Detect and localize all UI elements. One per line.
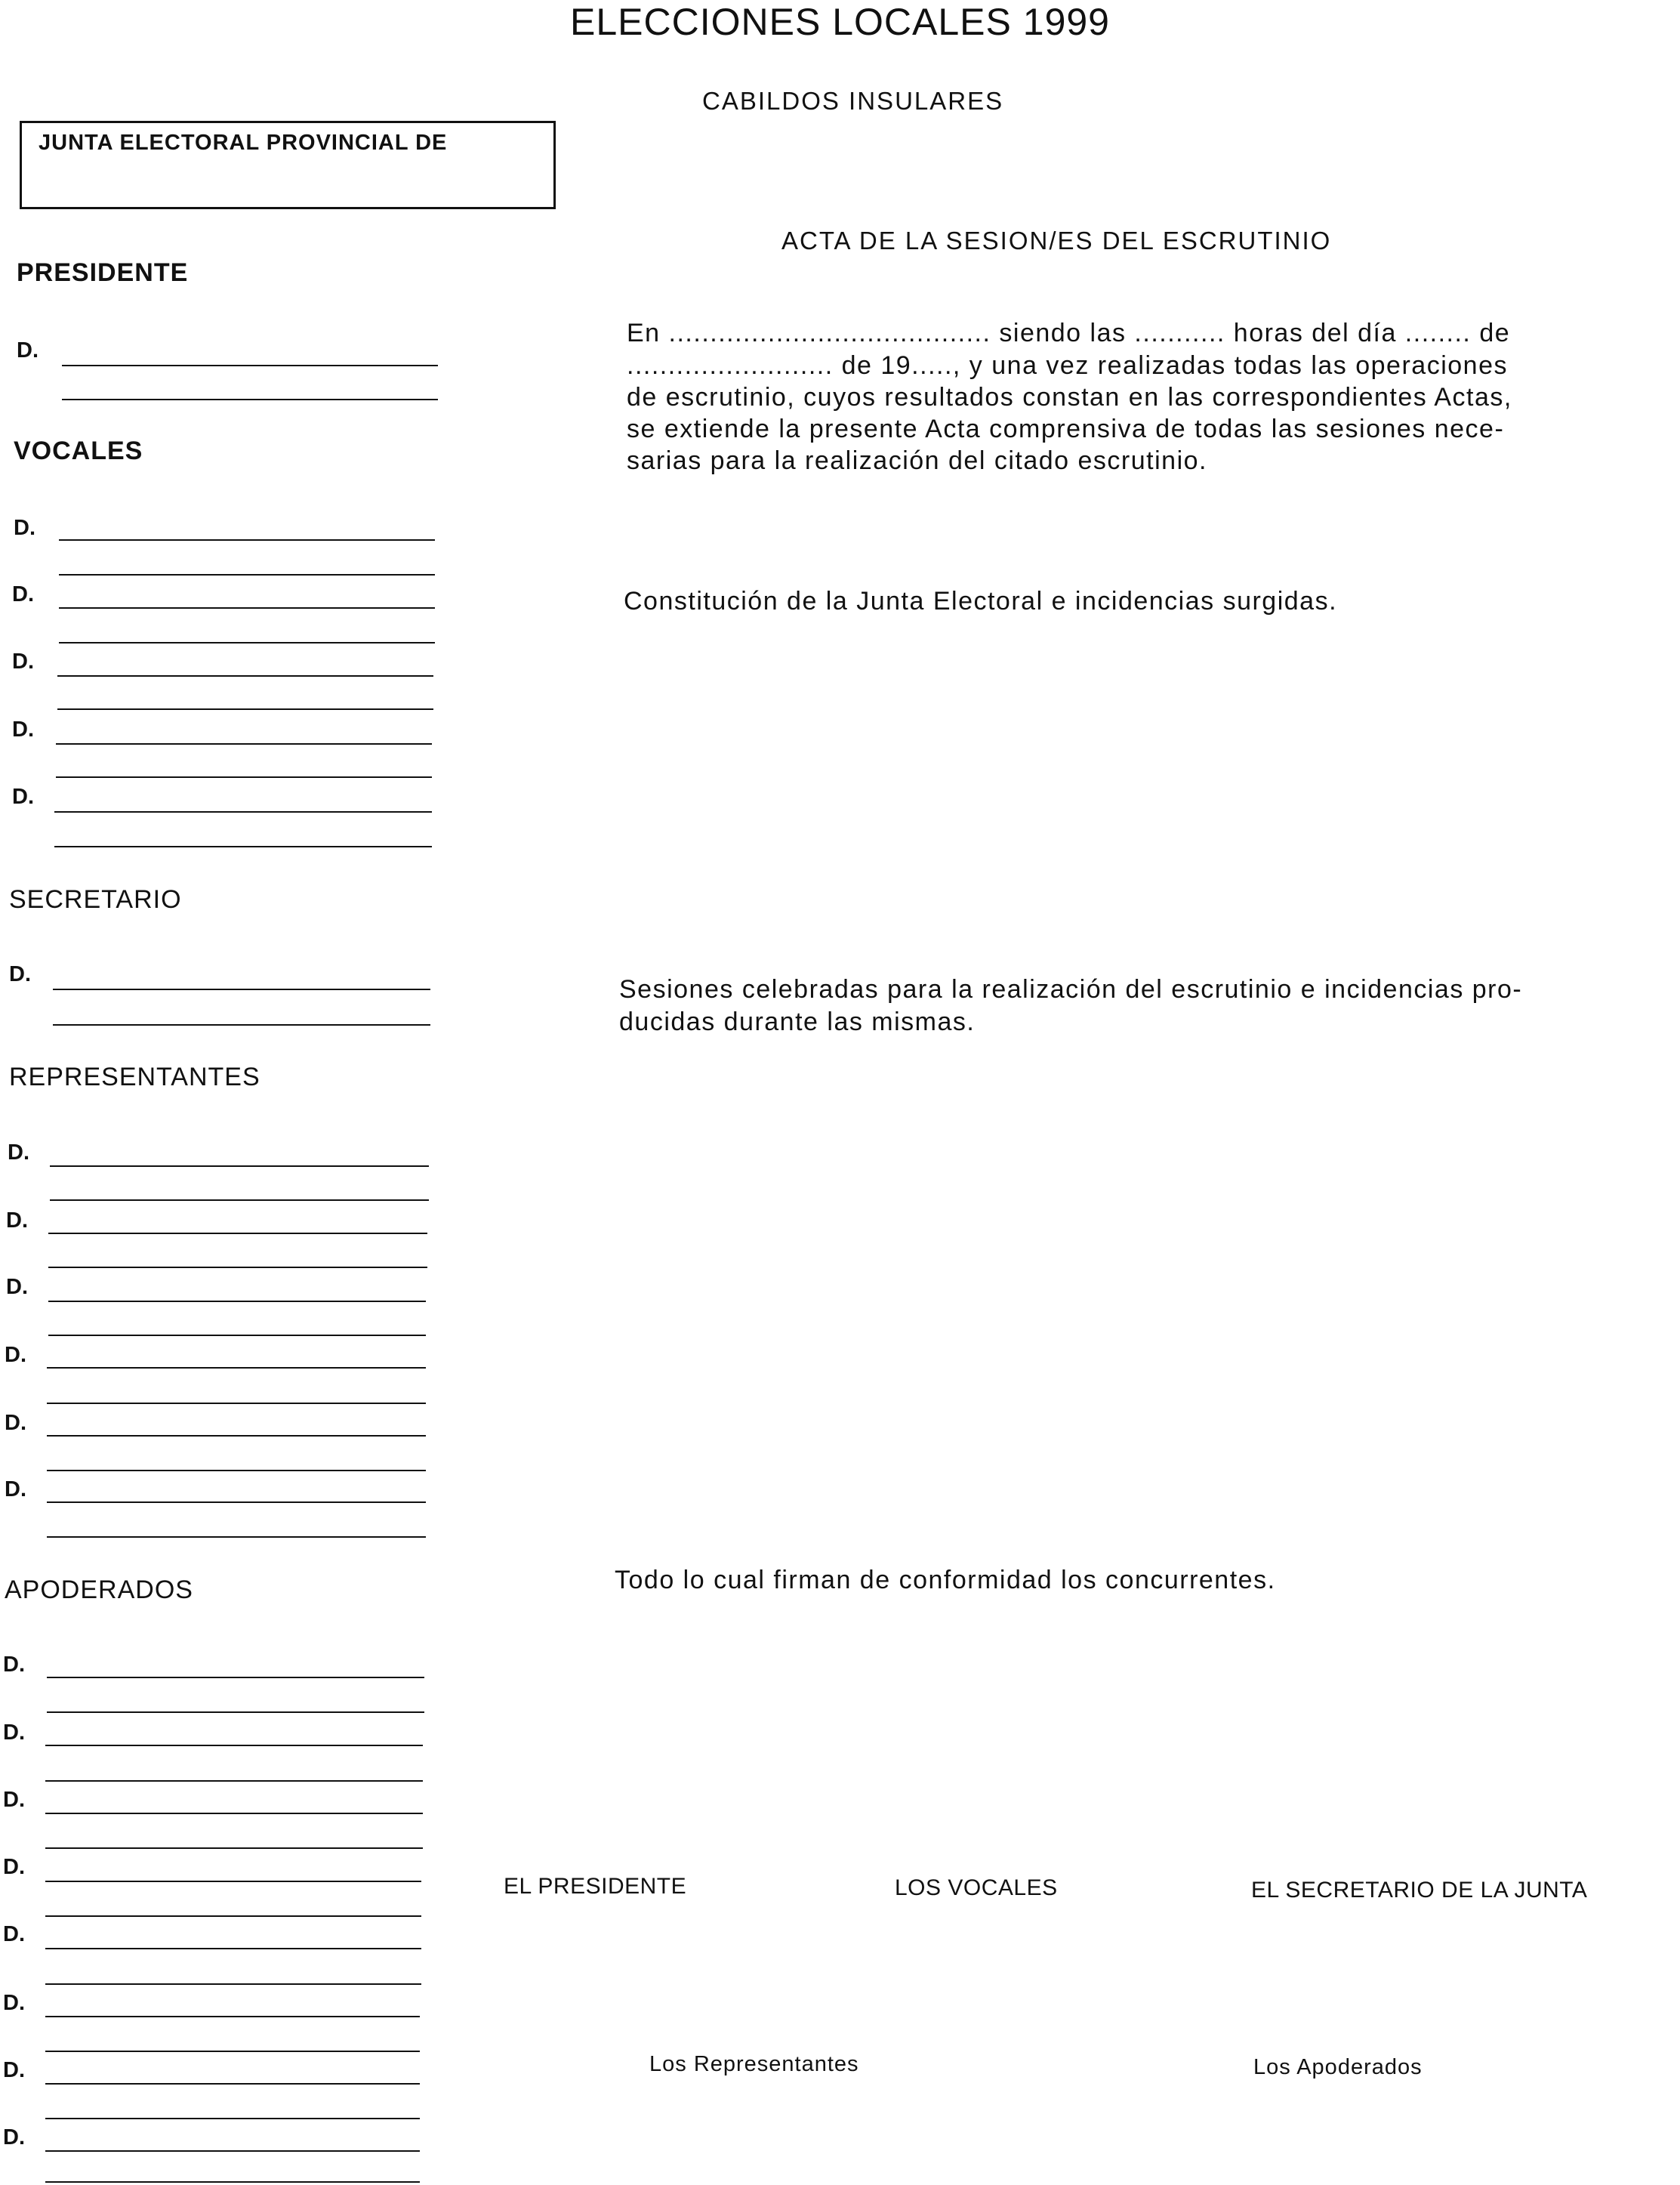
signature-line[interactable]: [48, 1301, 426, 1302]
signature-line[interactable]: [48, 1233, 427, 1234]
signature-line[interactable]: [59, 607, 435, 609]
junta-electoral-label: JUNTA ELECTORAL PROVINCIAL DE: [39, 131, 448, 155]
intro-line-4: se extiende la presente Acta comprensiva de todas las sesiones nece-: [627, 415, 1505, 443]
signature-line[interactable]: [57, 675, 433, 677]
signature-line[interactable]: [45, 1780, 423, 1782]
intro-line-3: de escrutinio, cuyos resultados constan en las correspondientes Actas,: [627, 383, 1512, 412]
signature-line[interactable]: [47, 1501, 426, 1503]
signature-line[interactable]: [54, 811, 432, 813]
signature-line[interactable]: [45, 2118, 420, 2119]
secretario-label: SECRETARIO: [9, 885, 182, 914]
d-prefix-label: D.: [3, 1855, 25, 1879]
signature-line[interactable]: [59, 574, 435, 576]
signature-line[interactable]: [59, 642, 435, 643]
sign-vocales: LOS VOCALES: [895, 1875, 1058, 1900]
junta-electoral-box[interactable]: [20, 121, 556, 209]
signature-line[interactable]: [47, 1711, 424, 1713]
signature-line[interactable]: [56, 776, 432, 778]
signature-line[interactable]: [54, 846, 432, 847]
sign-apoderados: Los Apoderados: [1253, 2055, 1423, 2079]
vocales-label: VOCALES: [14, 437, 143, 465]
presidente-label: PRESIDENTE: [17, 258, 189, 287]
signature-line[interactable]: [62, 399, 438, 400]
signature-line[interactable]: [45, 1847, 423, 1849]
d-prefix-label: D.: [3, 1653, 25, 1677]
apoderados-label: APODERADOS: [5, 1575, 193, 1604]
signature-line[interactable]: [56, 743, 432, 745]
d-prefix-label: D.: [12, 650, 34, 674]
signature-line[interactable]: [45, 2181, 420, 2183]
acta-title: ACTA DE LA SESION/ES DEL ESCRUTINIO: [781, 227, 1332, 255]
d-prefix-label: D.: [3, 1922, 25, 1946]
d-prefix-label: D.: [3, 1721, 25, 1745]
d-prefix-label: D.: [3, 2125, 25, 2150]
d-prefix-label: D.: [6, 1275, 28, 1299]
d-prefix-label: D.: [5, 1477, 26, 1501]
d-prefix-label: D.: [6, 1208, 28, 1233]
representantes-label: REPRESENTANTES: [9, 1063, 260, 1091]
d-prefix-label: D.: [17, 338, 39, 363]
document-title: ELECCIONES LOCALES 1999: [570, 1, 1110, 43]
signature-line[interactable]: [45, 1813, 423, 1814]
d-prefix-label: D.: [14, 516, 35, 540]
d-prefix-label: D.: [12, 718, 34, 742]
sign-secretario: EL SECRETARIO DE LA JUNTA: [1251, 1878, 1588, 1903]
d-prefix-label: D.: [3, 2058, 25, 2082]
d-prefix-label: D.: [3, 1788, 25, 1812]
d-prefix-label: D.: [3, 1991, 25, 2015]
document-subtitle: CABILDOS INSULARES: [702, 87, 1004, 115]
firman-text: Todo lo cual firman de conformidad los concurrentes.: [615, 1566, 1276, 1594]
intro-line-2: ......................... de 19....., y una vez realizadas todas las operaciones: [627, 351, 1508, 380]
d-prefix-label: D.: [12, 582, 34, 606]
sesiones-line-2: ducidas durante las mismas.: [619, 1008, 976, 1036]
signature-line[interactable]: [48, 1335, 426, 1336]
signature-line[interactable]: [50, 1199, 429, 1201]
d-prefix-label: D.: [5, 1411, 26, 1435]
intro-line-5: sarias para la realización del citado escrutinio.: [627, 446, 1207, 475]
signature-line[interactable]: [47, 1677, 424, 1678]
signature-line[interactable]: [53, 1024, 430, 1026]
signature-line[interactable]: [45, 2016, 420, 2017]
signature-line[interactable]: [47, 1403, 426, 1404]
signature-line[interactable]: [45, 1983, 421, 1985]
d-prefix-label: D.: [12, 785, 34, 809]
d-prefix-label: D.: [5, 1343, 26, 1367]
sesiones-line-1: Sesiones celebradas para la realización del escrutinio e incidencias pro-: [619, 975, 1523, 1004]
signature-line[interactable]: [48, 1267, 427, 1268]
signature-line[interactable]: [45, 1915, 421, 1917]
signature-line[interactable]: [50, 1165, 429, 1167]
signature-line[interactable]: [47, 1367, 426, 1369]
sign-presidente: EL PRESIDENTE: [504, 1874, 687, 1899]
signature-line[interactable]: [47, 1536, 426, 1538]
signature-line[interactable]: [57, 708, 433, 710]
signature-line[interactable]: [45, 2150, 420, 2152]
signature-line[interactable]: [47, 1470, 426, 1471]
signature-line[interactable]: [59, 539, 435, 541]
d-prefix-label: D.: [8, 1140, 29, 1165]
sign-representantes: Los Representantes: [649, 2052, 859, 2076]
signature-line[interactable]: [45, 1881, 421, 1882]
signature-line[interactable]: [45, 1948, 421, 1949]
signature-line[interactable]: [62, 365, 438, 366]
signature-line[interactable]: [45, 2083, 420, 2085]
signature-line[interactable]: [47, 1435, 426, 1437]
signature-line[interactable]: [53, 989, 430, 990]
d-prefix-label: D.: [9, 962, 31, 986]
intro-line-1: En ....................................... siendo las ........... horas del día ........ de: [627, 319, 1511, 347]
signature-line[interactable]: [45, 1745, 423, 1746]
signature-line[interactable]: [45, 2051, 420, 2052]
constitucion-text: Constitución de la Junta Electoral e incidencias surgidas.: [624, 587, 1338, 616]
